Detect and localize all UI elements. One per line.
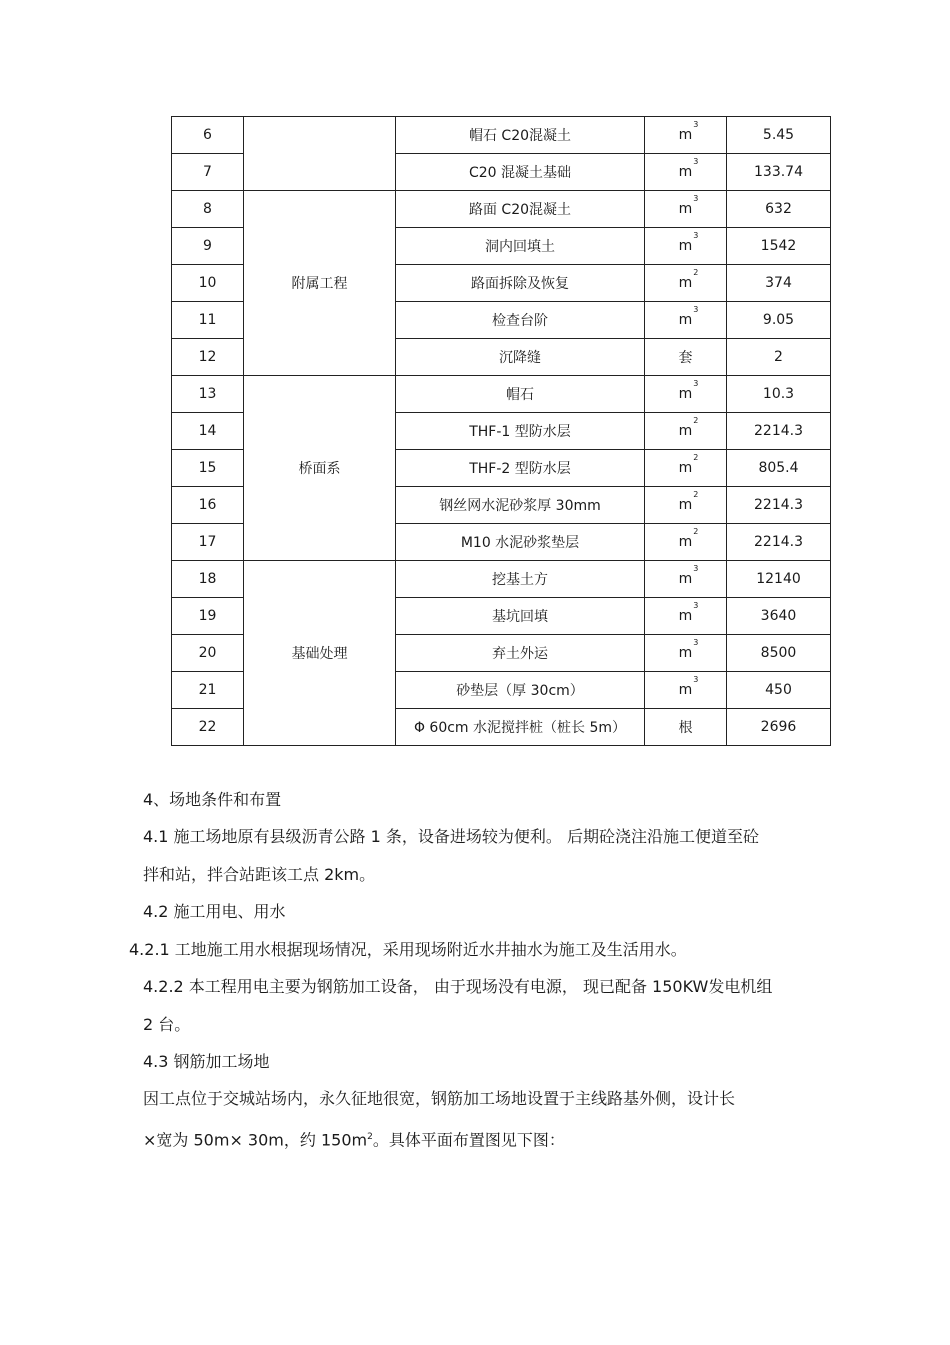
- unit-base: m: [678, 312, 693, 328]
- unit-exponent: 3: [693, 564, 699, 573]
- unit-cell: [645, 450, 727, 487]
- unit: [678, 194, 699, 217]
- unit: [678, 157, 699, 180]
- quantity-value: 5.45: [727, 117, 831, 154]
- row-number: 14: [172, 413, 244, 450]
- unit-exponent: 3: [693, 379, 699, 388]
- quantity-value: 1542: [727, 228, 831, 265]
- row-number: 10: [172, 265, 244, 302]
- unit-exponent: 2: [693, 416, 699, 425]
- section-4-3-heading: 4.3 钢筋加工场地: [143, 1052, 270, 1071]
- unit-cell: [645, 561, 727, 598]
- unit-cell: [645, 598, 727, 635]
- unit-cell: [645, 339, 727, 376]
- unit-base: m: [678, 645, 693, 661]
- unit-base: m: [678, 127, 693, 143]
- quantity-value: 3640: [727, 598, 831, 635]
- unit-exponent: 3: [693, 601, 699, 610]
- unit: [678, 527, 699, 550]
- quantity-value: 632: [727, 191, 831, 228]
- quantity-value: 9.05: [727, 302, 831, 339]
- unit-base: m: [678, 497, 693, 513]
- unit-base: m: [678, 534, 693, 550]
- unit: [678, 379, 699, 402]
- para-4-3-line2-pre: ×宽为 50m× 30m，约 150m: [143, 1130, 368, 1150]
- quantity-value: 374: [727, 265, 831, 302]
- para-4-2-1: 4.2.1 工地施工用水根据现场情况，采用现场附近水井抽水为施工及生活用水。: [129, 940, 687, 959]
- unit-cell: [645, 709, 727, 746]
- item-name: THF-1 型防水层: [396, 413, 645, 450]
- unit-base: m: [678, 386, 693, 402]
- quantity-value: 2214.3: [727, 524, 831, 561]
- unit-exponent: 3: [693, 120, 699, 129]
- unit-base: m: [678, 608, 693, 624]
- item-name: 帽石: [396, 376, 645, 413]
- row-number: 17: [172, 524, 244, 561]
- section-4-2-heading: 4.2 施工用电、用水: [143, 902, 286, 921]
- row-number: 18: [172, 561, 244, 598]
- item-name: Φ 60cm 水泥搅拌桩（桩长 5m）: [396, 709, 645, 746]
- item-name: 弃土外运: [396, 635, 645, 672]
- para-4-1-line2: 拌和站，拌合站距该工点 2km。: [143, 865, 376, 884]
- unit-cell: [645, 302, 727, 339]
- unit-base: 根: [678, 720, 693, 736]
- item-name: C20 混凝土基础: [396, 154, 645, 191]
- unit-cell: [645, 117, 727, 154]
- unit: [678, 231, 699, 254]
- unit-cell: [645, 376, 727, 413]
- group-cell: 基础处理: [244, 561, 396, 746]
- row-number: 12: [172, 339, 244, 376]
- unit-exponent: 3: [693, 231, 699, 240]
- unit-base: m: [678, 460, 693, 476]
- para-4-3-line1: 因工点位于交城站场内，永久征地很宽，钢筋加工场地设置于主线路基外侧，设计长: [143, 1089, 736, 1108]
- unit-exponent: 3: [693, 675, 699, 684]
- para-4-2-2-line2: 2 台。: [143, 1015, 191, 1034]
- item-name: 路面 C20混凝土: [396, 191, 645, 228]
- item-name: 路面拆除及恢复: [396, 265, 645, 302]
- table-row: [172, 191, 831, 228]
- group-cell: [244, 117, 396, 191]
- quantity-value: 12140: [727, 561, 831, 598]
- item-name: M10 水泥砂浆垫层: [396, 524, 645, 561]
- unit-exponent: 3: [693, 305, 699, 314]
- unit-cell: [645, 672, 727, 709]
- quantity-value: 2: [727, 339, 831, 376]
- unit-cell: [645, 413, 727, 450]
- row-number: 8: [172, 191, 244, 228]
- unit-cell: [645, 524, 727, 561]
- para-4-3-line2: [143, 1127, 565, 1150]
- unit-exponent: 2: [693, 527, 699, 536]
- row-number: 6: [172, 117, 244, 154]
- item-name: THF-2 型防水层: [396, 450, 645, 487]
- unit-cell: [645, 265, 727, 302]
- unit-exponent: 2: [693, 490, 699, 499]
- unit: [678, 120, 699, 143]
- unit: [678, 675, 699, 698]
- area-unit-superscript: 2: [367, 1132, 373, 1142]
- row-number: 20: [172, 635, 244, 672]
- group-cell: 桥面系: [244, 376, 396, 561]
- quantity-value: 450: [727, 672, 831, 709]
- item-name: 基坑回填: [396, 598, 645, 635]
- para-4-3-line2-post: 。具体平面布置图见下图：: [372, 1130, 565, 1150]
- row-number: 11: [172, 302, 244, 339]
- item-name: 帽石 C20混凝土: [396, 117, 645, 154]
- unit-base: m: [678, 164, 693, 180]
- unit: [678, 638, 699, 661]
- unit-exponent: 2: [693, 453, 699, 462]
- row-number: 16: [172, 487, 244, 524]
- row-number: 7: [172, 154, 244, 191]
- unit-exponent: 2: [693, 268, 699, 277]
- quantity-value: 8500: [727, 635, 831, 672]
- item-name: 砂垫层（厚 30cm）: [396, 672, 645, 709]
- table-row: [172, 561, 831, 598]
- unit-cell: [645, 487, 727, 524]
- unit-base: m: [678, 238, 693, 254]
- unit-base: m: [678, 275, 693, 291]
- quantity-value: 805.4: [727, 450, 831, 487]
- unit-base: m: [678, 682, 693, 698]
- unit-cell: [645, 635, 727, 672]
- row-number: 22: [172, 709, 244, 746]
- unit-exponent: 3: [693, 157, 699, 166]
- unit: [678, 564, 699, 587]
- quantity-value: 10.3: [727, 376, 831, 413]
- item-name: 检查台阶: [396, 302, 645, 339]
- unit-cell: [645, 154, 727, 191]
- quantity-table: [171, 116, 831, 746]
- row-number: 13: [172, 376, 244, 413]
- unit-cell: [645, 191, 727, 228]
- unit: [679, 347, 693, 367]
- unit: [679, 717, 693, 737]
- row-number: 21: [172, 672, 244, 709]
- item-name: 挖基土方: [396, 561, 645, 598]
- unit-base: m: [678, 571, 693, 587]
- unit: [678, 453, 699, 476]
- section-4-heading: 4、场地条件和布置: [143, 790, 282, 809]
- para-4-2-2-line1: 4.2.2 本工程用电主要为钢筋加工设备， 由于现场没有电源， 现已配备 150KW发电机组: [143, 977, 773, 996]
- row-number: 15: [172, 450, 244, 487]
- quantity-value: 2214.3: [727, 413, 831, 450]
- unit-exponent: 3: [693, 638, 699, 647]
- unit: [678, 490, 699, 513]
- unit-base: m: [678, 423, 693, 439]
- item-name: 洞内回填土: [396, 228, 645, 265]
- item-name: 钢丝网水泥砂浆厚 30mm: [396, 487, 645, 524]
- row-number: 19: [172, 598, 244, 635]
- quantity-value: 2214.3: [727, 487, 831, 524]
- unit-base: m: [678, 201, 693, 217]
- row-number: 9: [172, 228, 244, 265]
- table-row: [172, 376, 831, 413]
- unit: [678, 416, 699, 439]
- quantity-value: 133.74: [727, 154, 831, 191]
- unit: [678, 305, 699, 328]
- para-4-1-line1: 4.1 施工场地原有县级沥青公路 1 条，设备进场较为便利。 后期砼浇注沿施工便道至砼: [143, 827, 759, 846]
- unit: [678, 268, 699, 291]
- table-row: [172, 117, 831, 154]
- unit: [678, 601, 699, 624]
- unit-base: 套: [678, 350, 693, 366]
- item-name: 沉降缝: [396, 339, 645, 376]
- unit-cell: [645, 228, 727, 265]
- quantity-value: 2696: [727, 709, 831, 746]
- group-cell: 附属工程: [244, 191, 396, 376]
- unit-exponent: 3: [693, 194, 699, 203]
